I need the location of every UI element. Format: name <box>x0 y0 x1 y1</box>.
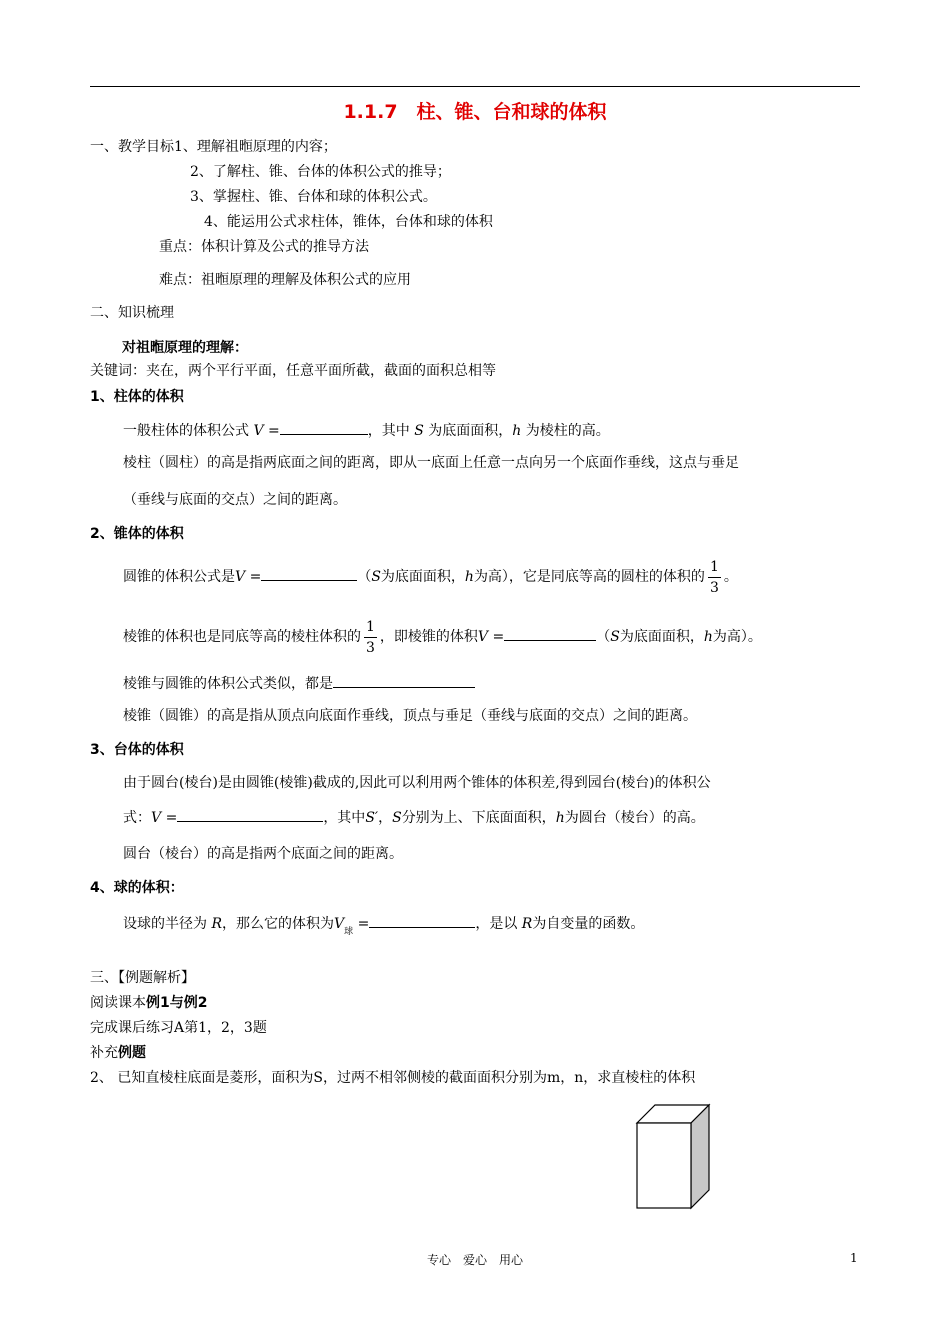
sphere-formula-line: 设球的半径为 R，那么它的体积为$V_球$ = ，是以 R为自变量的函数。 <box>123 913 644 942</box>
page-title: 1.1.7 柱、锥、台和球的体积 <box>343 101 607 123</box>
goal-3: 3、掌握柱、锥、台体和球的体积公式。 <box>190 189 437 205</box>
goal-1: 一、教学目标1、理解祖暅原理的内容； <box>90 139 337 155</box>
frustum-formula-line: 式：V = ，其中S′，S分别为上、下底面面积，h为圆台（棱台）的高。 <box>123 807 705 828</box>
cone-formula-blank[interactable] <box>261 566 357 581</box>
examples-heading: 三、【例题解析】 <box>90 970 195 986</box>
knowledge-heading: 二、知识梳理 <box>90 305 174 321</box>
prism-height-line-2: （垂线与底面的交点）之间的距离。 <box>123 492 347 508</box>
pyramid-formula-line: 棱锥的体积也是同底等高的棱柱体积的 $\frac{1}{3}$ ，即棱锥的体积V = （S为底面面积，h为高）。 <box>123 618 762 656</box>
cone-similar-blank[interactable] <box>333 673 475 688</box>
goal-2: 2、了解柱、锥、台体的体积公式的推导； <box>190 164 451 180</box>
read-textbook: 阅读课本例1与例2 <box>90 995 208 1011</box>
page-number: 1 <box>850 1251 858 1265</box>
exercise-line: 完成课后练习A第1，2，3题 <box>90 1020 267 1036</box>
difficult-point: 难点：祖暅原理的理解及体积公式的应用 <box>159 272 411 288</box>
goal-4: 4、能运用公式求柱体，锥体，台体和球的体积 <box>204 214 493 230</box>
pyramid-formula-blank[interactable] <box>504 626 596 641</box>
cone-similar-line: 棱锥与圆锥的体积公式类似，都是 <box>123 673 475 694</box>
frustum-formula-blank[interactable] <box>177 807 323 822</box>
cone-formula-line: 圆锥的体积公式是V = （S为底面面积，h为高），它是同底等高的圆柱的体积的 $\frac{1}{3}$ 。 <box>123 558 738 596</box>
frustum-line-1: 由于圆台(棱台)是由圆锥(棱锥)截成的,因此可以利用两个锥体的体积差,得到园台(棱台)的体积公 <box>123 775 711 791</box>
keywords: 关键词：夹在，两个平行平面，任意平面所截，截面的面积总相等 <box>90 363 496 379</box>
section-sphere-heading: 4、球的体积： <box>90 880 184 896</box>
supplement-line: 补充例题 <box>90 1045 146 1061</box>
prism-height-line-1: 棱柱（圆柱）的高是指两底面之间的距离，即从一底面上任意一点向另一个底面作垂线，这点与垂足 <box>123 455 739 471</box>
frustum-height-line: 圆台（棱台）的高是指两个底面之间的距离。 <box>123 846 403 862</box>
section-cone-heading: 2、锥体的体积 <box>90 526 184 542</box>
key-point: 重点：体积计算及公式的推导方法 <box>159 239 369 255</box>
footer-motto: 专心 爱心 用心 <box>426 1253 523 1267</box>
prism-formula-blank[interactable] <box>280 420 368 435</box>
sphere-formula-blank[interactable] <box>369 913 475 928</box>
zuxuan-heading: 对祖暅原理的理解： <box>122 340 248 356</box>
section-prism-heading: 1、柱体的体积 <box>90 389 184 405</box>
prism-formula-line: 一般柱体的体积公式 V = ，其中 S 为底面面积，h 为棱柱的高。 <box>123 420 610 441</box>
fraction-one-third: $\frac{1}{3}$ <box>709 558 719 596</box>
section-frustum-heading: 3、台体的体积 <box>90 742 184 758</box>
example-question-2: 2、 已知直棱柱底面是菱形，面积为S，过两不相邻侧棱的截面面积分别为m，n，求直棱柱的体积 <box>90 1070 696 1086</box>
fraction-one-third: $\frac{1}{3}$ <box>366 618 375 656</box>
header-rule <box>90 86 860 87</box>
cone-height-line: 棱锥（圆锥）的高是指从顶点向底面作垂线，顶点与垂足（垂线与底面的交点）之间的距离。 <box>123 708 697 724</box>
prism-figure <box>630 1102 714 1212</box>
